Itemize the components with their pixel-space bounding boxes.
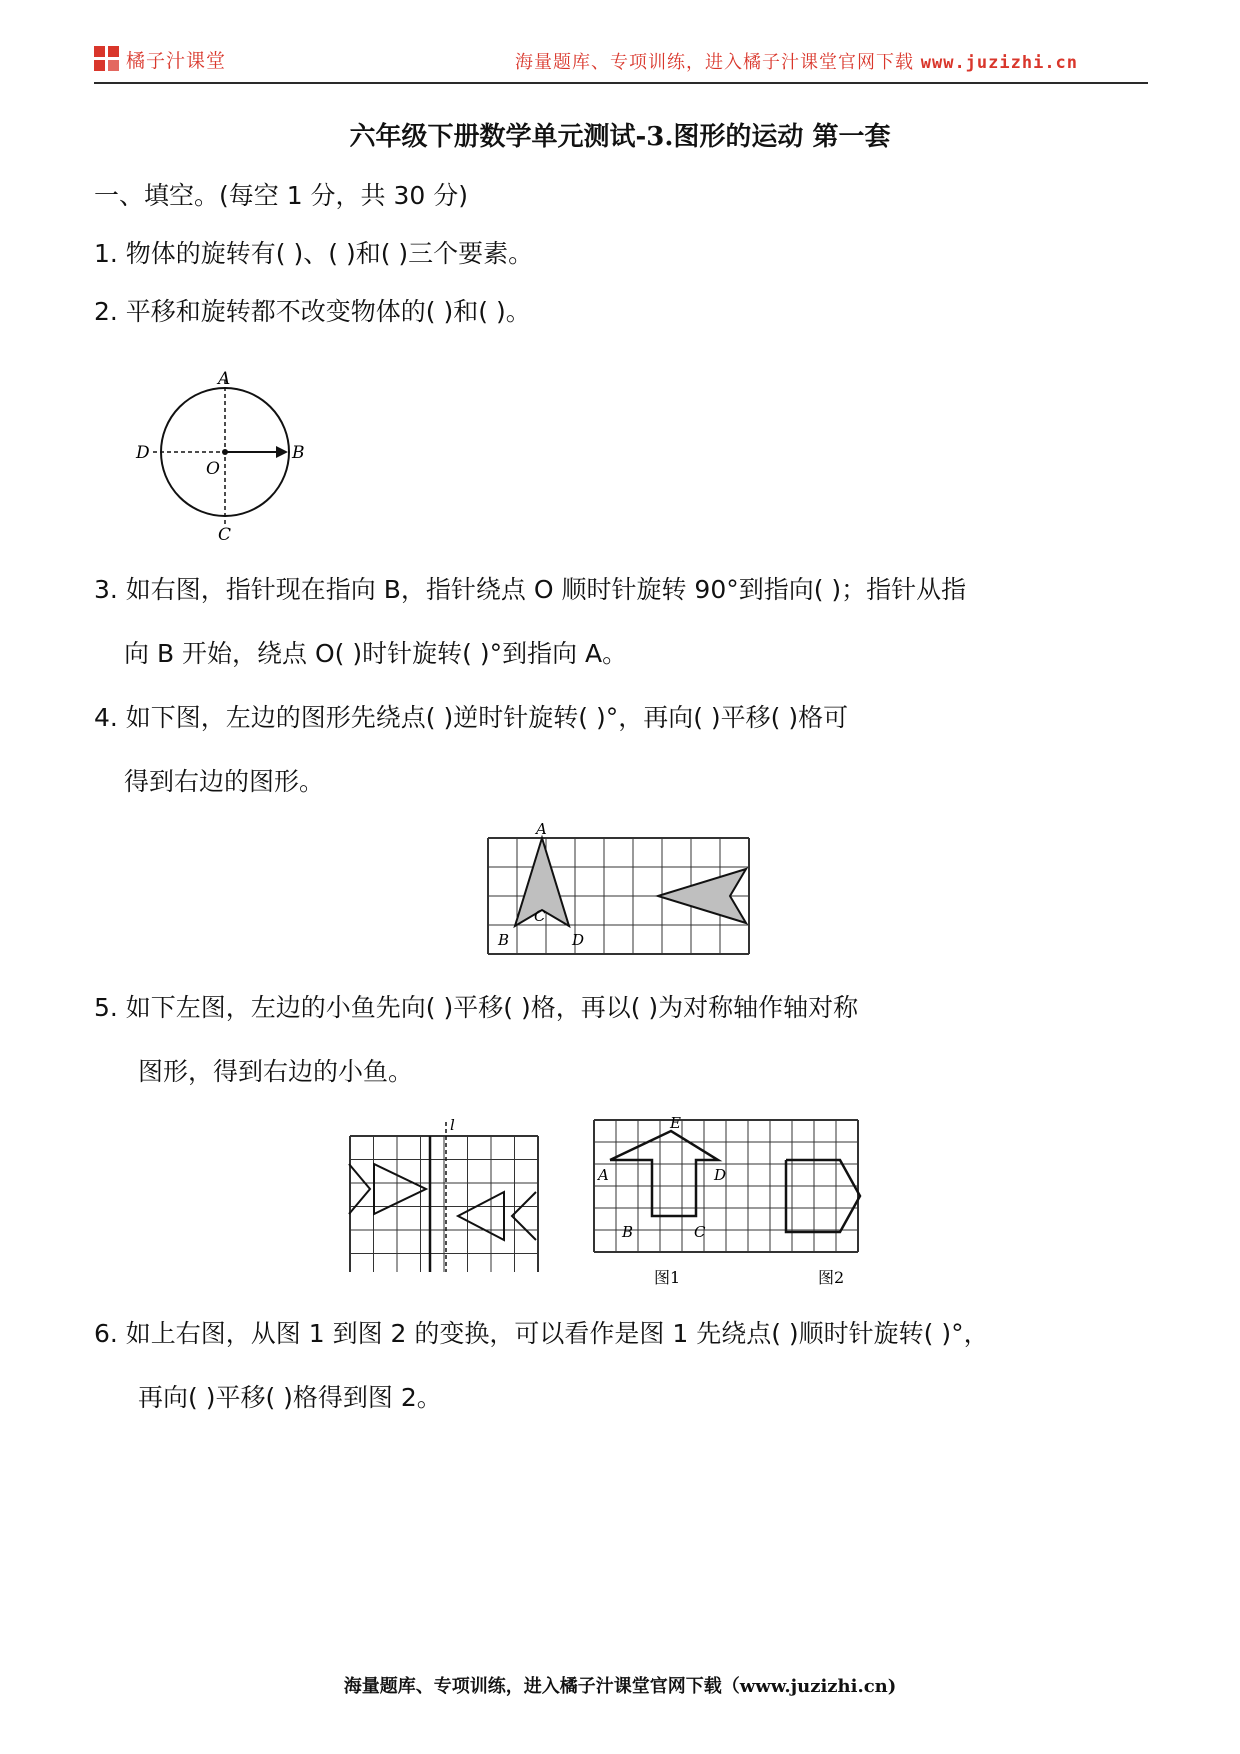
label-a: A	[598, 1166, 609, 1184]
label-b: B	[622, 1223, 634, 1241]
label-c: C	[534, 907, 546, 925]
fish-grid-diagram	[346, 1112, 546, 1272]
header-divider	[94, 82, 1148, 84]
question-4-line-1: 4. 如下图，左边的图形先绕点( )逆时针旋转( )°，再向( )平移( )格可	[94, 703, 849, 732]
header-slogan-text: 海量题库、专项训练，进入橘子汁课堂官网下载	[515, 52, 914, 73]
question-6-line-2: 再向( )平移( )格得到图 2。	[138, 1383, 442, 1412]
label-c: C	[218, 525, 232, 540]
label-a: A	[536, 820, 547, 838]
footer-slogan: 海量题库、专项训练，进入橘子汁课堂官网下载（www.juzizhi.cn)	[343, 1676, 897, 1697]
label-d: D	[136, 443, 150, 463]
figure-1-arrow	[610, 1131, 718, 1216]
arrow-grid-diagram	[586, 1112, 884, 1288]
question-2: 2. 平移和旋转都不改变物体的( )和( )。	[94, 297, 531, 326]
label-b: B	[292, 443, 305, 463]
figure-2-arrow	[786, 1160, 860, 1232]
header-slogan	[515, 48, 1078, 74]
label-b: B	[498, 931, 510, 949]
circle-pointer-diagram	[120, 360, 320, 540]
logo-text: 橘子汁课堂	[126, 49, 227, 72]
label-d: D	[572, 931, 585, 949]
question-1: 1. 物体的旋转有( )、( )和( )三个要素。	[94, 239, 534, 268]
caption-figure-1: 图1	[654, 1268, 681, 1287]
label-o: O	[206, 459, 220, 479]
label-e: E	[670, 1114, 681, 1132]
fish-right	[458, 1192, 536, 1240]
label-d: D	[714, 1166, 727, 1184]
question-6-line-1: 6. 如上右图，从图 1 到图 2 的变换，可以看作是图 1 先绕点( )顺时针旋转( )°，	[94, 1319, 989, 1348]
question-5-line-1: 5. 如下左图，左边的小鱼先向( )平移( )格，再以( )为对称轴作轴对称	[94, 993, 859, 1022]
axis-label: l	[450, 1116, 455, 1134]
label-c: C	[694, 1223, 706, 1241]
question-5-line-2: 图形，得到右边的小鱼。	[138, 1057, 414, 1086]
section-heading: 一、填空。(每空 1 分，共 30 分)	[94, 181, 469, 210]
pointer-arrowhead	[276, 446, 288, 458]
caption-figure-2: 图2	[818, 1268, 845, 1287]
header-url[interactable]: www.juzizhi.cn	[920, 53, 1079, 73]
brand-logo	[94, 44, 226, 74]
question-3-line-1: 3. 如右图，指针现在指向 B，指针绕点 O 顺时针旋转 90°到指向( )；指针从指	[94, 575, 967, 604]
label-a: A	[218, 369, 231, 389]
rotation-grid-diagram	[480, 818, 760, 964]
question-4-line-2: 得到右边的图形。	[124, 767, 325, 796]
page-title: 六年级下册数学单元测试-3.图形的运动 第一套	[349, 122, 891, 152]
orange-logo-icon	[94, 46, 120, 72]
question-3-line-2: 向 B 开始，绕点 O( )时针旋转( )°到指向 A。	[124, 639, 628, 668]
